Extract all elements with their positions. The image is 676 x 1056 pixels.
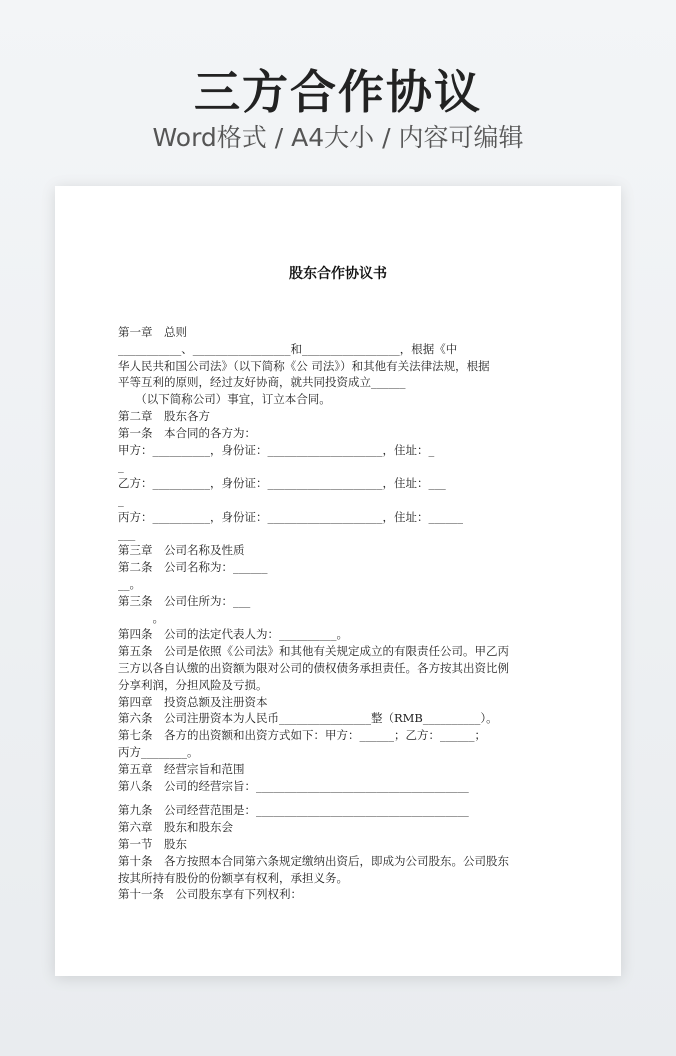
doc-line: ___________、_________________和_________________，根据《中 bbox=[118, 341, 458, 356]
doc-line: 第九条 公司经营范围是：_____________________________________ bbox=[118, 803, 469, 818]
doc-line: 第十一条 公司股东享有下列权利： bbox=[118, 887, 302, 902]
doc-line: _ bbox=[118, 459, 124, 474]
doc-line: 第四章 投资总额及注册资本 bbox=[118, 694, 268, 709]
document-page bbox=[55, 186, 621, 976]
page-title: 三方合作协议 bbox=[194, 65, 482, 119]
document-body bbox=[118, 324, 568, 903]
doc-line: 丙方：__________，身份证：____________________，住址：______ bbox=[118, 509, 463, 524]
doc-line: 第一节 股东 bbox=[118, 836, 187, 851]
doc-line: __。 bbox=[118, 576, 141, 591]
doc-line: （以下简称公司）事宜，订立本合同。 bbox=[118, 392, 331, 407]
doc-line: 第三条 公司住所为：___ bbox=[118, 593, 251, 608]
doc-line: 乙方：__________，身份证：____________________，住址：___ bbox=[118, 476, 446, 491]
doc-line: 分享利润，分担风险及亏损。 bbox=[118, 677, 268, 692]
doc-line: 第四条 公司的法定代表人为：__________。 bbox=[118, 627, 348, 642]
doc-line: 第二章 股东各方 bbox=[118, 408, 210, 423]
doc-line: 第二条 公司名称为：______ bbox=[118, 560, 268, 575]
doc-line: 第一章 总则 bbox=[118, 325, 187, 339]
doc-line: 甲方：__________，身份证：____________________，住址：_ bbox=[118, 442, 435, 457]
doc-line: 第五条 公司是依照《公司法》和其他有关规定成立的有限责任公司。甲乙丙 bbox=[118, 644, 509, 659]
page-subtitle: Word格式 / A4大小 / 内容可编辑 bbox=[152, 123, 524, 152]
doc-line: 第六条 公司注册资本为人民币________________整（RMB__________）。 bbox=[118, 711, 498, 726]
doc-line: 第八条 公司的经营宗旨：_____________________________________ bbox=[118, 778, 469, 793]
doc-line: 。 bbox=[118, 610, 164, 625]
doc-line: _ bbox=[118, 492, 124, 507]
doc-line: 第五章 经营宗旨和范围 bbox=[118, 761, 245, 776]
doc-line: ___ bbox=[118, 526, 136, 541]
doc-line: 第一条 本合同的各方为： bbox=[118, 425, 256, 440]
document-title: 股东合作协议书 bbox=[289, 266, 387, 282]
doc-line: 华人民共和国公司法》（以下简称《公 司法》）和其他有关法律法规，根据 bbox=[118, 358, 490, 373]
doc-line: 丙方________。 bbox=[118, 744, 199, 759]
doc-line: 第六章 股东和股东会 bbox=[118, 820, 233, 835]
doc-line: 三方以各自认缴的出资额为限对公司的债权债务承担责任。各方按其出资比例 bbox=[118, 660, 509, 675]
doc-line: 第十条 各方按照本合同第六条规定缴纳出资后，即成为公司股东。公司股东 bbox=[118, 853, 509, 868]
doc-line: 第三章 公司名称及性质 bbox=[118, 543, 245, 558]
doc-line: 平等互利的原则，经过友好协商，就共同投资成立______ bbox=[118, 375, 406, 390]
doc-line: 按其所持有股份的份额享有权利，承担义务。 bbox=[118, 870, 348, 885]
doc-line: 第七条 各方的出资额和出资方式如下：甲方：______；乙方：______； bbox=[118, 728, 486, 743]
